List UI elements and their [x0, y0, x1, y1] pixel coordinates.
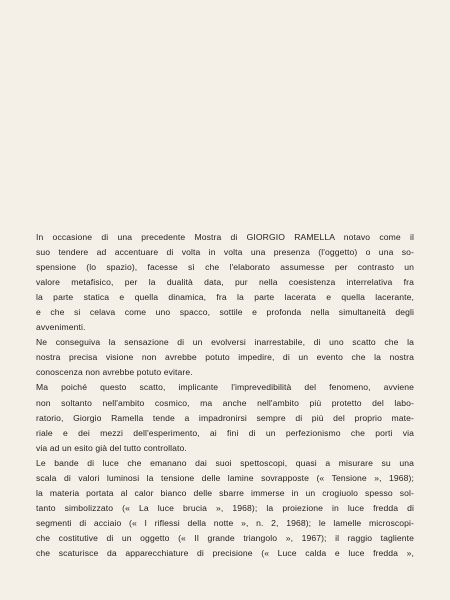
text-line: avvenimenti. [36, 322, 86, 333]
text-line: nostra precisa visione non avrebbe potuto impedire, di un evento che la nostra [36, 352, 414, 363]
text-line: Ne conseguiva la sensazione di un evolversi inarrestabile, di uno scatto che la [36, 337, 414, 348]
text-line: scala di valori luminosi la tensione delle lamine sovrapposte (« Tensione », 1968); [36, 472, 414, 483]
text-line: che costitutive di un oggetto (« Il grande triangolo », 1967); il raggio tagliente [36, 532, 414, 543]
text-line: In occasione di una precedente Mostra di GIORGIO RAMELLA notavo come il [36, 232, 414, 242]
text-line: conoscenza non avrebbe potuto evitare. [36, 367, 193, 378]
text-line: suo tendere ad accentuare di volta in volta una presenza (l'oggetto) o una so- [36, 247, 414, 258]
essay-text [36, 230, 414, 561]
text-line: la parte statica e quella dinamica, fra la parte lacerata e quella lacerante, [36, 292, 414, 303]
text-line: non soltanto nell'ambito cosmico, ma anche nell'ambito più protetto del labo- [36, 397, 414, 408]
text-line: spensione (lo spazio), facesse sì che l'elaborato assumesse per contrasto un [36, 262, 414, 273]
text-line: segmenti di acciaio (« I riflessi della notte », n. 2, 1968); le lamelle microscopi- [36, 517, 414, 528]
text-line: che scaturisce da apparecchiature di precisione (« Luce calda e luce fredda », [36, 547, 414, 558]
text-line: Le bande di luce che emanano dai suoi spettoscopi, quasi a misurare su una [36, 457, 414, 468]
text-line: e che si celava come uno spacco, sottile e profonda nella simultaneità degli [36, 307, 414, 318]
text-line: valore metafisico, per la dualità data, pur nella coesistenza interrelativa fra [36, 277, 414, 288]
text-line: via ad un esito già del tutto controllato. [36, 442, 187, 453]
text-line: la materia portata al calor bianco delle sbarre immerse in un crogiuolo spesso sol- [36, 487, 414, 498]
text-line: Ma poiché questo scatto, implicante l'imprevedibilità del fenomeno, avviene [36, 382, 414, 393]
text-line: tanto simbolizzato (« La luce brucia », 1968); la proiezione in luce fredda di [36, 502, 414, 513]
text-line: ratorio, Giorgio Ramella tende a impadronirsi sempre di più del proprio mate- [36, 412, 414, 423]
text-line: riale e dei mezzi dell'esperimento, ai fini di un perfezionismo che porti via [36, 427, 414, 438]
